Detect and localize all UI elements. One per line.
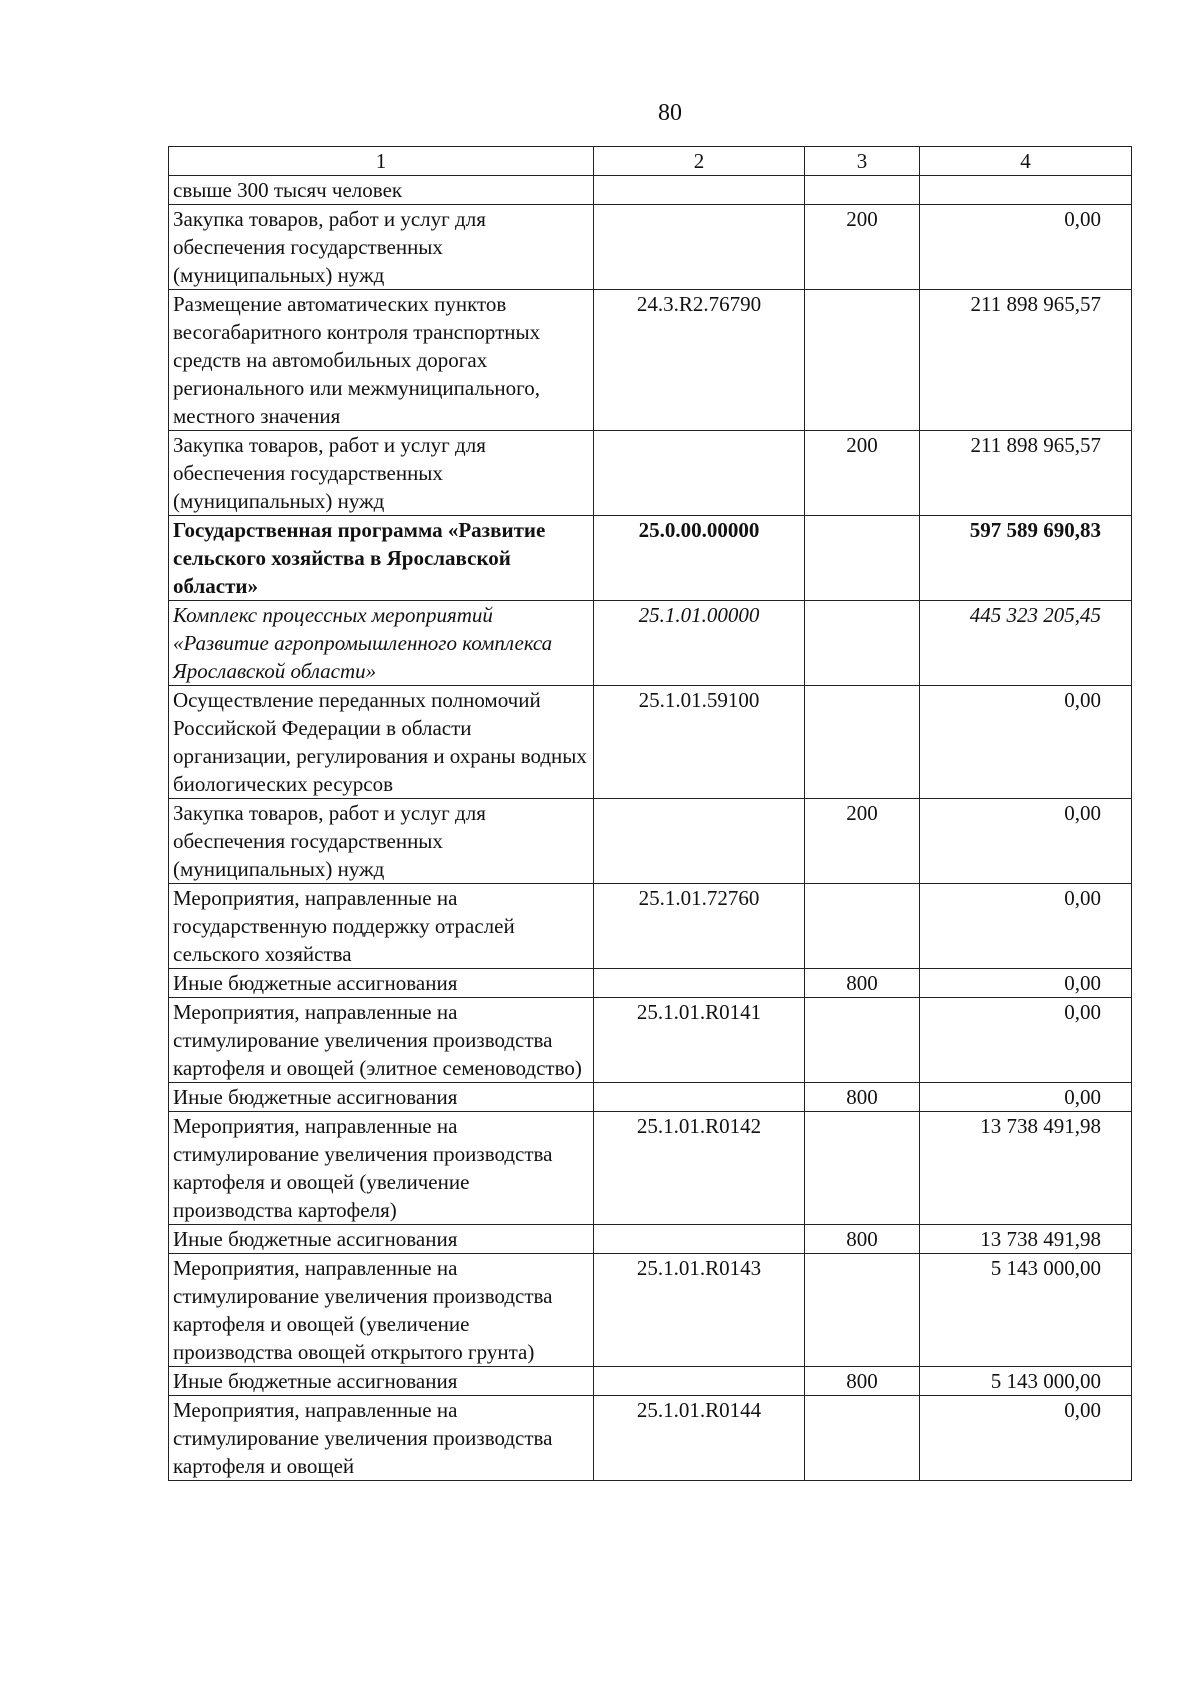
row-sum-cell: 0,00 [920,799,1132,884]
row-sum-cell: 0,00 [920,969,1132,998]
row-type-cell: 800 [805,1367,920,1396]
row-code-cell: 25.1.01.00000 [594,601,805,686]
row-name-cell: Иные бюджетные ассигнования [169,1225,594,1254]
row-type-cell [805,601,920,686]
row-name-cell: Иные бюджетные ассигнования [169,969,594,998]
row-name-cell: Комплекс процессных мероприятий «Развитие агропромышленного комплекса Ярославской области» [169,601,594,686]
row-type-cell [805,1254,920,1367]
table-row [169,1083,1132,1112]
row-type-cell: 200 [805,205,920,290]
row-name-cell: Осуществление переданных полномочий Российской Федерации в области организации, регулирования и охраны водных биологических ресурсов [169,686,594,799]
row-code-cell [594,431,805,516]
row-sum-cell: 597 589 690,83 [920,516,1132,601]
row-code-cell: 25.1.01.R0141 [594,998,805,1083]
row-type-cell: 800 [805,1083,920,1112]
row-name-cell: Закупка товаров, работ и услуг для обеспечения государственных (муниципальных) нужд [169,431,594,516]
row-code-cell [594,1225,805,1254]
table-row [169,176,1132,205]
row-code-cell: 25.1.01.R0142 [594,1112,805,1225]
table-row [169,205,1132,290]
table-row [169,1254,1132,1367]
table-row [169,1367,1132,1396]
table-row [169,1225,1132,1254]
row-sum-cell: 0,00 [920,998,1132,1083]
table-row [169,1396,1132,1481]
row-name-cell: Размещение автоматических пунктов весогабаритного контроля транспортных средств на автомобильных дорогах регионального или межмуниципального, местного значения [169,290,594,431]
header-col-3: 3 [805,147,920,176]
table-row [169,516,1132,601]
table-row [169,884,1132,969]
row-sum-cell: 211 898 965,57 [920,290,1132,431]
row-type-cell: 200 [805,799,920,884]
row-type-cell [805,998,920,1083]
budget-table-container [168,146,1131,1481]
row-name-cell: Закупка товаров, работ и услуг для обеспечения государственных (муниципальных) нужд [169,799,594,884]
table-row [169,799,1132,884]
row-name-cell: Мероприятия, направленные на стимулирование увеличения производства картофеля и овощей (увеличение производства овощей открытого грунта) [169,1254,594,1367]
row-code-cell: 25.1.01.R0144 [594,1396,805,1481]
row-sum-cell: 13 738 491,98 [920,1112,1132,1225]
table-row [169,290,1132,431]
row-sum-cell: 211 898 965,57 [920,431,1132,516]
row-sum-cell: 0,00 [920,1083,1132,1112]
row-code-cell: 25.1.01.R0143 [594,1254,805,1367]
row-sum-cell: 13 738 491,98 [920,1225,1132,1254]
row-type-cell: 800 [805,969,920,998]
row-name-cell: Мероприятия, направленные на стимулирование увеличения производства картофеля и овощей [169,1396,594,1481]
table-body [169,176,1132,1481]
row-type-cell [805,176,920,205]
row-type-cell [805,1396,920,1481]
row-code-cell [594,1367,805,1396]
row-code-cell: 24.3.R2.76790 [594,290,805,431]
row-name-cell: Мероприятия, направленные на стимулирование увеличения производства картофеля и овощей (увеличение производства картофеля) [169,1112,594,1225]
row-code-cell [594,176,805,205]
row-code-cell: 25.1.01.59100 [594,686,805,799]
page-number: 80 [658,100,682,126]
table-row [169,1112,1132,1225]
row-code-cell [594,969,805,998]
row-type-cell: 800 [805,1225,920,1254]
row-code-cell [594,799,805,884]
row-type-cell [805,686,920,799]
table-row [169,431,1132,516]
row-type-cell: 200 [805,431,920,516]
row-sum-cell [920,176,1132,205]
row-sum-cell: 5 143 000,00 [920,1254,1132,1367]
row-type-cell [805,516,920,601]
row-type-cell [805,290,920,431]
row-name-cell: Мероприятия, направленные на стимулирование увеличения производства картофеля и овощей (элитное семеноводство) [169,998,594,1083]
row-sum-cell: 0,00 [920,884,1132,969]
header-col-4: 4 [920,147,1132,176]
row-code-cell [594,1083,805,1112]
row-name-cell: Государственная программа «Развитие сельского хозяйства в Ярославской области» [169,516,594,601]
row-code-cell [594,205,805,290]
header-col-1: 1 [169,147,594,176]
row-type-cell [805,884,920,969]
row-sum-cell: 0,00 [920,1396,1132,1481]
budget-table [168,146,1132,1481]
table-header-row [169,147,1132,176]
row-name-cell: Иные бюджетные ассигнования [169,1367,594,1396]
row-code-cell: 25.1.01.72760 [594,884,805,969]
row-name-cell: свыше 300 тысяч человек [169,176,594,205]
table-row [169,601,1132,686]
table-row [169,969,1132,998]
row-name-cell: Иные бюджетные ассигнования [169,1083,594,1112]
header-col-2: 2 [594,147,805,176]
row-sum-cell: 445 323 205,45 [920,601,1132,686]
row-name-cell: Мероприятия, направленные на государственную поддержку отраслей сельского хозяйства [169,884,594,969]
table-row [169,998,1132,1083]
row-sum-cell: 0,00 [920,686,1132,799]
row-type-cell [805,1112,920,1225]
row-sum-cell: 5 143 000,00 [920,1367,1132,1396]
row-code-cell: 25.0.00.00000 [594,516,805,601]
row-name-cell: Закупка товаров, работ и услуг для обеспечения государственных (муниципальных) нужд [169,205,594,290]
row-sum-cell: 0,00 [920,205,1132,290]
table-row [169,686,1132,799]
